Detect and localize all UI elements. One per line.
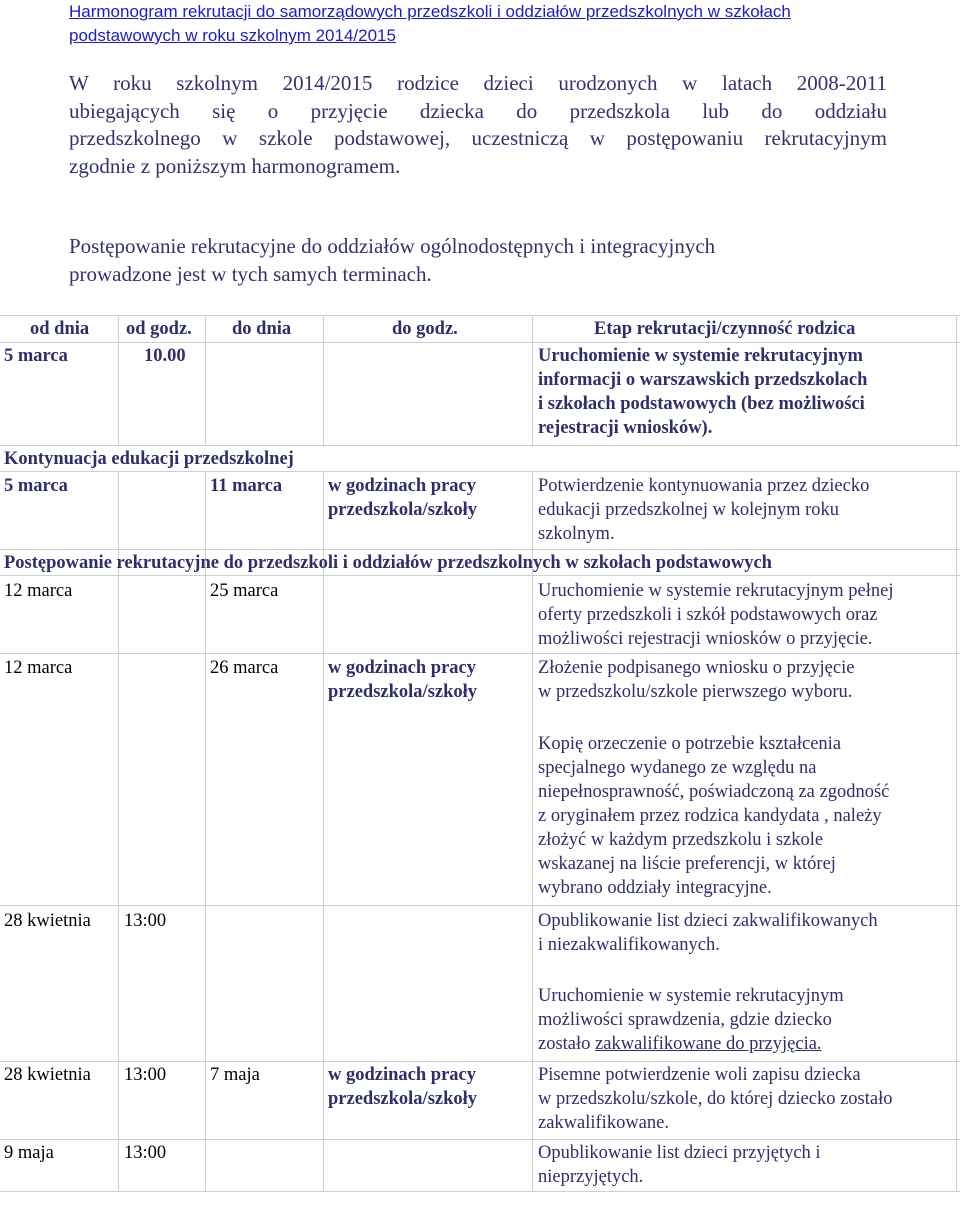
header-from-day: od dnia bbox=[30, 319, 90, 339]
stage-line: i niezakwalifikowanych. bbox=[538, 935, 720, 955]
stage-line: Kopię orzeczenie o potrzebie kształcenia bbox=[538, 734, 842, 754]
title-line-2: podstawowych w roku szkolnym 2014/2015 bbox=[69, 26, 396, 45]
cell-stage bbox=[538, 1063, 892, 1135]
stage-line: Opublikowanie list dzieci zakwalifikowanych bbox=[538, 911, 878, 931]
cell-stage-note bbox=[538, 984, 844, 1056]
stage-line: Opublikowanie list dzieci przyjętych i bbox=[538, 1143, 821, 1163]
table-border-top bbox=[0, 315, 960, 316]
stage-line: Złożenie podpisanego wniosku o przyjęcie bbox=[538, 658, 855, 678]
stage-line bbox=[538, 1032, 844, 1056]
stage-line: informacji o warszawskich przedszkolach bbox=[538, 370, 868, 390]
stage-line: w przedszkolu/szkole pierwszego wyboru. bbox=[538, 682, 853, 702]
cell-stage bbox=[538, 474, 869, 546]
column-divider bbox=[323, 315, 324, 445]
column-divider bbox=[205, 315, 206, 445]
intro-line: W roku szkolnym 2014/2015 rodzice dzieci urodzonych w latach 2008-2011 bbox=[69, 71, 887, 95]
section-heading: Kontynuacja edukacji przedszkolnej bbox=[4, 449, 294, 469]
column-divider bbox=[532, 315, 533, 445]
cell-from-day: 5 marca bbox=[4, 476, 68, 496]
stage-line: wskazanej na liście preferencji, w której bbox=[538, 854, 836, 874]
stage-line: nieprzyjętych. bbox=[538, 1167, 644, 1187]
cell-from-day: 12 marca bbox=[4, 658, 73, 678]
row-divider bbox=[0, 471, 960, 472]
cell-from-day: 12 marca bbox=[4, 581, 73, 601]
column-divider bbox=[532, 471, 533, 1191]
intro-paragraph bbox=[69, 70, 887, 180]
to-hour-line: przedszkola/szkoły bbox=[328, 1089, 478, 1109]
stage-line: Pisemne potwierdzenie woli zapisu dziecka bbox=[538, 1065, 861, 1085]
stage-line: z oryginałem przez rodzica kandydata , należy bbox=[538, 806, 882, 826]
stage-line: Uruchomienie w systemie rekrutacyjnym bbox=[538, 346, 863, 366]
stage-line: w przedszkolu/szkole, do której dziecko zostało bbox=[538, 1089, 893, 1109]
cell-from-day: 28 kwietnia bbox=[4, 911, 91, 931]
section-heading: Postępowanie rekrutacyjne do przedszkoli i oddziałów przedszkolnych w szkołach podstawowych bbox=[4, 553, 772, 573]
cell-from-day: 28 kwietnia bbox=[4, 1065, 91, 1085]
stage-line: możliwości rejestracji wniosków o przyjęcie. bbox=[538, 629, 873, 649]
stage-line: niepełnosprawność, poświadczoną za zgodność bbox=[538, 782, 890, 802]
stage-line: złożyć w każdym przedszkolu i szkole bbox=[538, 830, 824, 850]
stage-line: możliwości sprawdzenia, gdzie dziecko bbox=[538, 1010, 832, 1030]
cell-stage bbox=[538, 909, 878, 957]
cell-to-day: 7 maja bbox=[210, 1065, 260, 1085]
column-divider bbox=[956, 471, 957, 1191]
intro-line: zgodnie z poniższym harmonogramem. bbox=[69, 153, 401, 178]
to-hour-line: przedszkola/szkoły bbox=[328, 500, 478, 520]
note-line: prowadzone jest w tych samych terminach. bbox=[69, 261, 432, 286]
intro-line: przedszkolnego w szkole podstawowej, uczestniczą w postępowaniu rekrutacyjnym bbox=[69, 126, 887, 150]
row-divider bbox=[0, 905, 960, 906]
cell-from-day: 9 maja bbox=[4, 1143, 54, 1163]
stage-line-prefix: zostało bbox=[538, 1034, 596, 1054]
stage-line-underlined: zakwalifikowane do przyjęcia. bbox=[595, 1034, 822, 1054]
to-hour-line: w godzinach pracy bbox=[328, 1065, 476, 1085]
stage-line: rejestracji wniosków). bbox=[538, 418, 713, 438]
stage-line: zakwalifikowane. bbox=[538, 1113, 669, 1133]
cell-from-hour: 13:00 bbox=[124, 1065, 167, 1085]
intro-line: ubiegających się o przyjęcie dziecka do przedszkola lub do oddziału bbox=[69, 98, 887, 123]
cell-from-hour: 13:00 bbox=[124, 911, 167, 931]
row-divider bbox=[0, 549, 960, 550]
stage-line: edukacji przedszkolnej w kolejnym roku bbox=[538, 500, 840, 520]
note-paragraph bbox=[69, 233, 887, 288]
cell-to-hour bbox=[328, 1063, 477, 1111]
stage-line: Potwierdzenie kontynuowania przez dziecko bbox=[538, 476, 870, 496]
cell-from-hour: 10.00 bbox=[144, 346, 186, 366]
to-hour-line: w godzinach pracy bbox=[328, 476, 476, 496]
note-line: Postępowanie rekrutacyjne do oddziałów ogólnodostępnych i integracyjnych bbox=[69, 234, 716, 258]
column-divider bbox=[323, 471, 324, 1191]
cell-stage bbox=[538, 344, 867, 440]
stage-line: specjalnego wydanego ze względu na bbox=[538, 758, 817, 778]
column-divider bbox=[118, 471, 119, 1191]
row-divider bbox=[0, 653, 960, 654]
stage-line: i szkołach podstawowych (bez możliwości bbox=[538, 394, 865, 414]
row-divider bbox=[0, 445, 960, 446]
row-divider bbox=[0, 1061, 960, 1062]
header-to-hour: do godz. bbox=[392, 319, 458, 339]
cell-from-day: 5 marca bbox=[4, 346, 68, 366]
column-divider bbox=[956, 315, 957, 445]
cell-to-day: 11 marca bbox=[210, 476, 283, 496]
to-hour-line: przedszkola/szkoły bbox=[328, 682, 478, 702]
header-row-divider bbox=[0, 342, 960, 343]
column-divider bbox=[118, 315, 119, 445]
cell-to-hour bbox=[328, 474, 477, 522]
cell-from-hour: 13:00 bbox=[124, 1143, 167, 1163]
stage-line: wybrano oddziały integracyjne. bbox=[538, 878, 772, 898]
stage-line: oferty przedszkoli i szkół podstawowych oraz bbox=[538, 605, 878, 625]
header-from-hour: od godz. bbox=[126, 319, 192, 339]
column-divider bbox=[205, 471, 206, 1191]
cell-to-hour bbox=[328, 656, 477, 704]
cell-stage bbox=[538, 579, 894, 651]
cell-to-day: 26 marca bbox=[210, 658, 279, 678]
header-stage: Etap rekrutacji/czynność rodzica bbox=[594, 319, 856, 339]
cell-stage bbox=[538, 656, 854, 704]
stage-line: szkolnym. bbox=[538, 524, 615, 544]
cell-stage bbox=[538, 1141, 821, 1189]
table-border-bottom bbox=[0, 1191, 960, 1192]
stage-line: Uruchomienie w systemie rekrutacyjnym bbox=[538, 986, 844, 1006]
to-hour-line: w godzinach pracy bbox=[328, 658, 476, 678]
cell-stage-note bbox=[538, 732, 889, 900]
row-divider bbox=[0, 1139, 960, 1140]
cell-to-day: 25 marca bbox=[210, 581, 279, 601]
row-divider bbox=[0, 575, 960, 576]
document-title-link[interactable] bbox=[69, 0, 869, 48]
stage-line: Uruchomienie w systemie rekrutacyjnym pełnej bbox=[538, 581, 894, 601]
header-to-day: do dnia bbox=[232, 319, 292, 339]
title-line-1: Harmonogram rekrutacji do samorządowych przedszkoli i oddziałów przedszkolnych w szkołach bbox=[69, 2, 791, 21]
